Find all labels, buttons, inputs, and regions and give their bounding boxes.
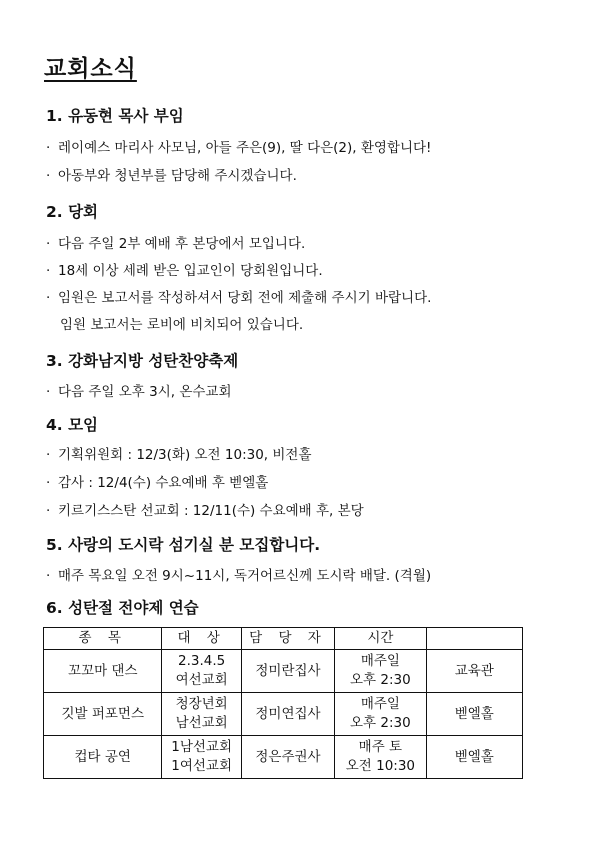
bullet-icon: ·	[46, 140, 51, 156]
cell-line: 청장년회	[175, 696, 228, 712]
bullet-icon: ·	[46, 384, 51, 400]
header-target: 대 상	[162, 628, 241, 650]
line-text: 다음 주일 2부 예배 후 본당에서 모입니다.	[58, 236, 306, 252]
line-continuation: 임원 보고서는 로비에 비치되어 있습니다.	[60, 317, 304, 333]
section-title-festival: 3. 강화남지방 성탄찬양축제	[46, 352, 239, 370]
bullet-icon: ·	[46, 236, 51, 252]
cell-line: 매주일	[360, 653, 400, 669]
page-title: 교회소식	[44, 56, 137, 82]
list-item	[46, 471, 268, 491]
bullet-icon: ·	[46, 568, 51, 584]
cell-line: 오후 2:30	[350, 672, 411, 688]
header-item: 종 목	[44, 628, 162, 650]
cell-line: 매주 토	[358, 739, 403, 755]
section-title-christmas-eve: 6. 성탄절 전야제 연습	[46, 599, 199, 617]
list-item	[46, 499, 364, 519]
line-text: 키르기스스탄 선교회 : 12/11(수) 수요예배 후, 본당	[58, 503, 364, 519]
cell-item: 깃발 퍼포먼스	[44, 693, 162, 736]
list-item	[46, 443, 312, 463]
cell-manager: 정미연집사	[241, 693, 334, 736]
list-item	[46, 286, 431, 306]
header-time: 시간	[335, 628, 426, 650]
section-title-meetings: 4. 모임	[46, 416, 99, 434]
bullet-icon: ·	[46, 290, 51, 306]
cell-time	[335, 736, 426, 779]
section-title-pastor: 1. 유동현 목사 부임	[46, 107, 184, 125]
line-text: 아동부와 청년부를 담당해 주시겠습니다.	[58, 168, 297, 184]
cell-target	[162, 650, 241, 693]
cell-line: 1남선교회	[171, 739, 233, 755]
cell-target	[162, 736, 241, 779]
bullet-icon: ·	[46, 168, 51, 184]
section-title-lunchbox: 5. 사랑의 도시락 섬기실 분 모집합니다.	[46, 536, 321, 554]
list-item	[46, 136, 431, 156]
bullet-icon: ·	[46, 447, 51, 463]
cell-line: 오전 10:30	[345, 758, 416, 774]
section-title-session: 2. 당회	[46, 203, 99, 221]
table-row	[44, 650, 523, 693]
bullet-icon: ·	[46, 263, 51, 279]
list-item	[46, 259, 323, 279]
table-row	[44, 693, 523, 736]
line-text: 레이예스 마리사 사모님, 아들 주은(9), 딸 다은(2), 환영합니다!	[58, 140, 432, 156]
cell-line: 남선교회	[175, 715, 228, 731]
line-text: 기획위원회 : 12/3(화) 오전 10:30, 비전홀	[58, 447, 312, 463]
line-text: 18세 이상 세례 받은 입교인이 당회원입니다.	[58, 263, 323, 279]
cell-line: 1여선교회	[171, 758, 233, 774]
header-place	[426, 628, 522, 650]
cell-line: 2.3.4.5	[178, 653, 226, 669]
cell-line: 매주일	[360, 696, 400, 712]
cell-item: 컵타 공연	[44, 736, 162, 779]
table-header-row	[44, 628, 523, 650]
bullet-icon: ·	[46, 503, 51, 519]
line-text: 다음 주일 오후 3시, 온수교회	[58, 384, 232, 400]
bullet-icon: ·	[46, 475, 51, 491]
list-item	[46, 232, 305, 252]
cell-place: 교육관	[426, 650, 522, 693]
line-text: 매주 목요일 오전 9시~11시, 독거어르신께 도시락 배달. (격월)	[58, 568, 432, 584]
cell-manager: 정미란집사	[241, 650, 334, 693]
cell-place: 벧엘홀	[426, 693, 522, 736]
cell-manager: 정은주권사	[241, 736, 334, 779]
list-item	[46, 564, 431, 584]
cell-place: 벧엘홀	[426, 736, 522, 779]
cell-time	[335, 650, 426, 693]
cell-line: 여선교회	[175, 672, 228, 688]
rehearsal-table	[43, 627, 523, 779]
header-manager: 담 당 자	[241, 628, 334, 650]
cell-target	[162, 693, 241, 736]
cell-line: 오후 2:30	[350, 715, 411, 731]
cell-time	[335, 693, 426, 736]
line-text: 임원은 보고서를 작성하셔서 당회 전에 제출해 주시기 바랍니다.	[58, 290, 432, 306]
list-item	[46, 380, 232, 400]
cell-item: 꼬꼬마 댄스	[44, 650, 162, 693]
list-item	[46, 164, 297, 184]
table-row	[44, 736, 523, 779]
line-text: 감사 : 12/4(수) 수요예배 후 벧엘홀	[58, 475, 269, 491]
